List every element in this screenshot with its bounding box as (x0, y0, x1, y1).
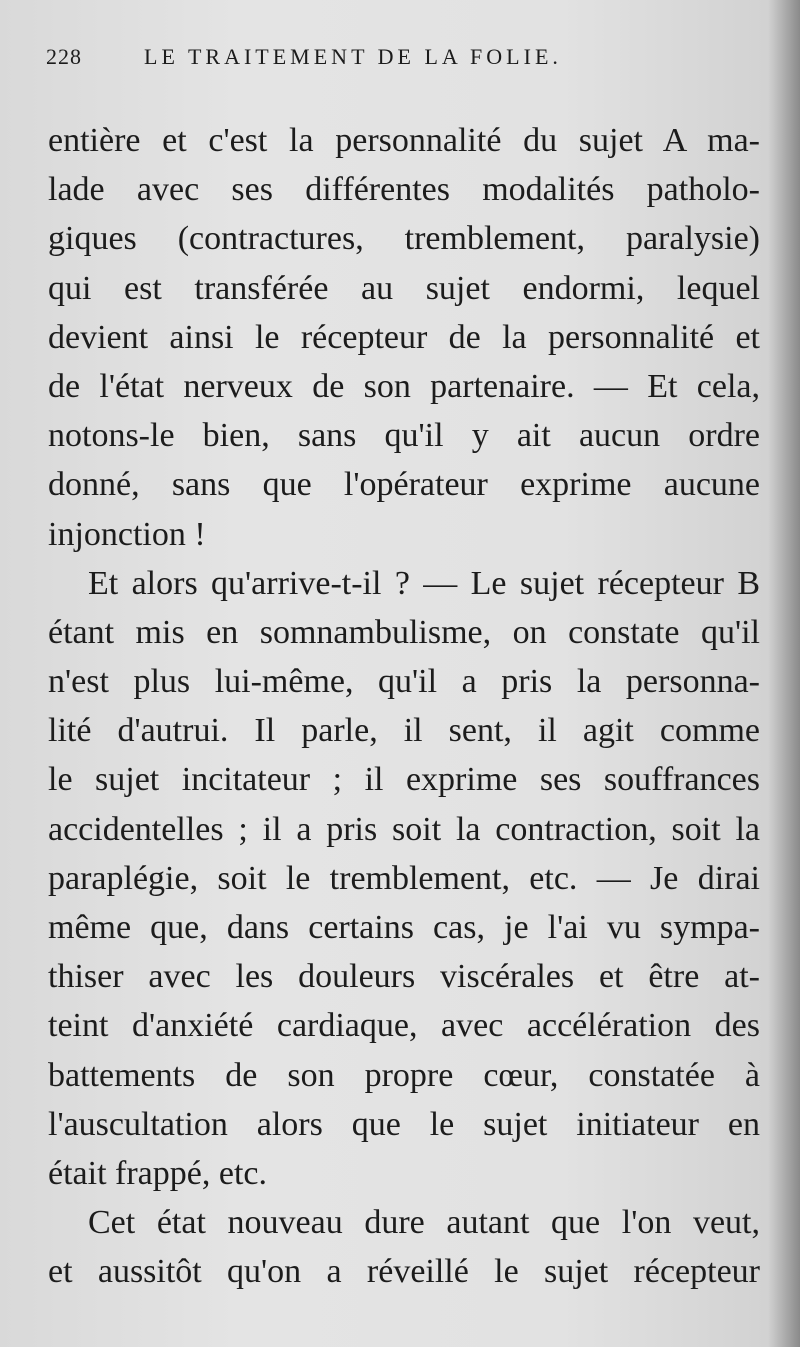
text-line: notons-le bien, sans qu'il y ait aucun ordre (48, 417, 760, 455)
body-text (48, 116, 760, 1297)
text-line: entière et c'est la personnalité du sujet A ma- (48, 122, 760, 159)
text-line: Cet état nouveau dure autant que l'on veut, (88, 1204, 760, 1242)
text-line: était frappé, etc. (48, 1154, 267, 1192)
text-line: thiser avec les douleurs viscérales et être at- (48, 958, 760, 996)
running-title: LE TRAITEMENT DE LA FOLIE. (144, 44, 562, 69)
page-number: 228 (46, 44, 82, 69)
text-line: le sujet incitateur ; il exprime ses souffrances (48, 761, 760, 799)
text-line: Et alors qu'arrive-t-il ? — Le sujet récepteur B (88, 564, 760, 602)
text-line: battements de son propre cœur, constatée à (48, 1056, 760, 1094)
text-line: n'est plus lui-même, qu'il a pris la personna- (48, 663, 760, 701)
text-line: injonction ! (48, 515, 206, 553)
text-line: giques (contractures, tremblement, paralysie) (48, 220, 760, 258)
text-line: lité d'autrui. Il parle, il sent, il agit comme (48, 712, 760, 750)
text-line: teint d'anxiété cardiaque, avec accélération des (48, 1007, 760, 1045)
text-line: même que, dans certains cas, je l'ai vu sympa- (48, 909, 760, 946)
text-line: étant mis en somnambulisme, on constate qu'il (48, 613, 760, 651)
text-line: de l'état nerveux de son partenaire. — Et cela, (48, 367, 760, 405)
text-line: devient ainsi le récepteur de la personnalité et (48, 318, 760, 356)
text-line: donné, sans que l'opérateur exprime aucune (48, 466, 760, 504)
text-line: et aussitôt qu'on a réveillé le sujet récepteur (48, 1253, 760, 1291)
text-line: l'auscultation alors que le sujet initiateur en (48, 1105, 760, 1143)
text-line: paraplégie, soit le tremblement, etc. — Je dirai (48, 859, 760, 897)
running-header (46, 44, 766, 78)
text-line: qui est transférée au sujet endormi, lequel (48, 269, 760, 307)
text-line: lade avec ses différentes modalités patholo- (48, 171, 760, 209)
text-line: accidentelles ; il a pris soit la contraction, soit la (48, 810, 760, 848)
